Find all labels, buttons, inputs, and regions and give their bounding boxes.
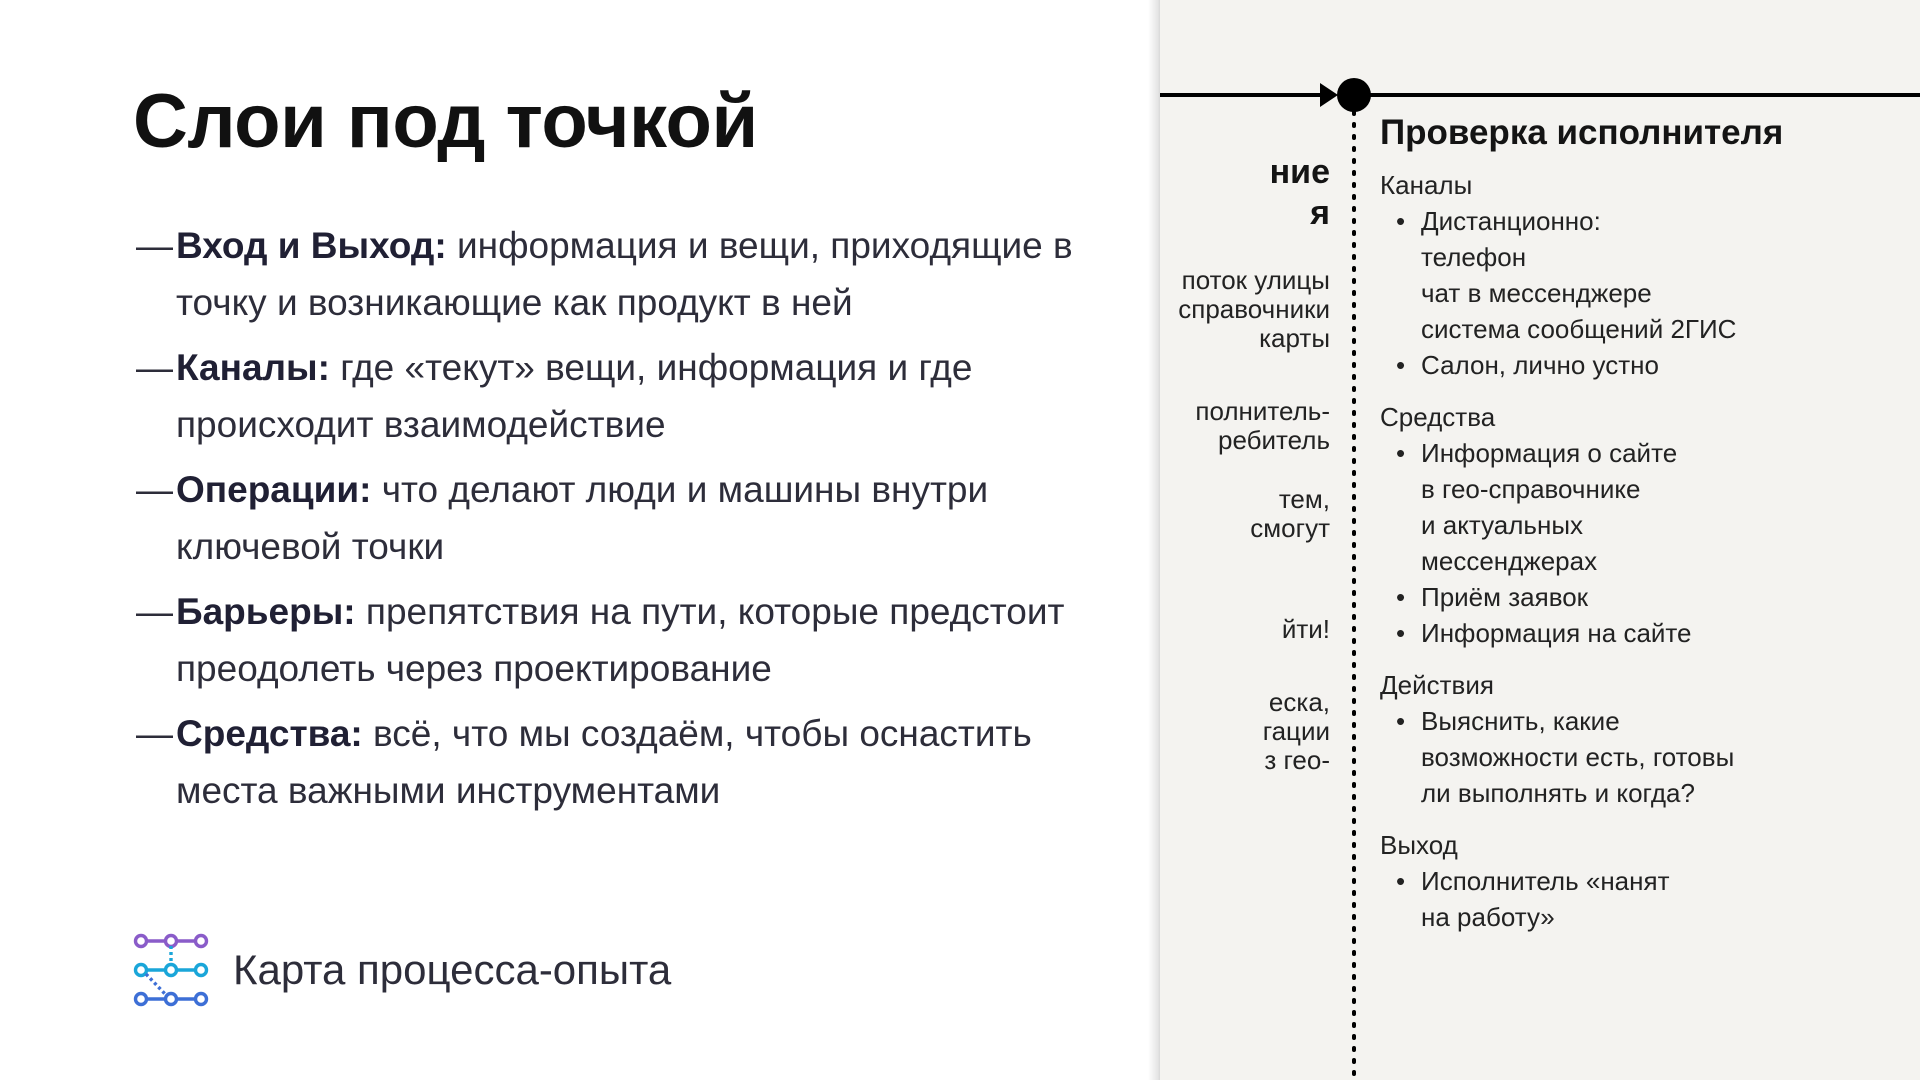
bullet-marker: • bbox=[1396, 866, 1406, 896]
process-map-panel bbox=[1160, 0, 1920, 1080]
previous-stage-heading-line: ние bbox=[1269, 153, 1330, 191]
section-list bbox=[1380, 863, 1920, 935]
bullet-marker: • bbox=[1396, 206, 1406, 236]
previous-stage-fragment: карты bbox=[1259, 323, 1330, 353]
previous-stage-fragment: ребитель bbox=[1218, 425, 1330, 455]
brand-name: Карта процесса-опыта bbox=[233, 946, 672, 993]
list-item bbox=[1380, 347, 1920, 383]
list-item bbox=[1380, 863, 1920, 935]
section-label: Действия bbox=[1380, 670, 1494, 700]
list-item bbox=[1380, 579, 1920, 615]
dash-marker: — bbox=[136, 469, 173, 510]
list-item-text: Дистанционно: телефон чат в мессенджере система сообщений 2ГИС bbox=[1421, 206, 1737, 344]
dash-marker: — bbox=[136, 225, 173, 266]
section-output bbox=[1380, 827, 1920, 935]
section-list bbox=[1380, 703, 1920, 811]
list-item-text: Информация на сайте bbox=[1421, 618, 1692, 648]
list-item-text: Информация о сайте в гео-справочнике и актуальных мессенджерах bbox=[1421, 438, 1678, 576]
previous-stage-fragment: еска, bbox=[1268, 687, 1330, 717]
bullet-marker: • bbox=[1396, 582, 1406, 612]
layers-list bbox=[136, 218, 1076, 828]
section-actions bbox=[1380, 667, 1920, 811]
page-title: Слои под точкой bbox=[133, 79, 758, 164]
previous-stage-heading-line: я bbox=[1310, 194, 1330, 232]
bullet-marker: • bbox=[1396, 706, 1406, 736]
previous-stage-fragment: з гео- bbox=[1264, 745, 1330, 775]
section-list bbox=[1380, 435, 1920, 651]
list-item-text: Приём заявок bbox=[1421, 582, 1589, 612]
section-list bbox=[1380, 203, 1920, 383]
previous-stage-fragment: йти! bbox=[1281, 614, 1330, 644]
dash-marker: — bbox=[136, 347, 173, 388]
brand bbox=[133, 932, 671, 1008]
section-label: Средства bbox=[1380, 402, 1496, 432]
layer-item-barriers bbox=[136, 584, 1076, 697]
list-item-text: Исполнитель «нанят на работу» bbox=[1421, 866, 1670, 932]
layer-description: где «текут» вещи, информация и где происходит взаимодействие bbox=[176, 347, 973, 445]
process-map-icon bbox=[133, 932, 209, 1008]
layer-term: Операции: bbox=[176, 469, 372, 510]
previous-stage-fragment: смогут bbox=[1250, 513, 1330, 543]
stage-executor-check bbox=[1380, 112, 1920, 951]
bullet-marker: • bbox=[1396, 438, 1406, 468]
layer-item-means bbox=[136, 706, 1076, 819]
dash-marker: — bbox=[136, 713, 173, 754]
previous-stage-fragment: поток улицы bbox=[1181, 265, 1330, 295]
layer-description: что делают люди и машины внутри ключевой точки bbox=[176, 469, 989, 567]
layer-term: Средства: bbox=[176, 713, 363, 754]
stage-title: Проверка исполнителя bbox=[1380, 113, 1784, 152]
layer-item-io bbox=[136, 218, 1076, 331]
previous-stage-fragment: справочники bbox=[1178, 294, 1330, 324]
section-label: Выход bbox=[1380, 830, 1458, 860]
bullet-marker: • bbox=[1396, 350, 1406, 380]
list-item-text: Выяснить, какие возможности есть, готовы ли выполнять и когда? bbox=[1421, 706, 1735, 808]
list-item bbox=[1380, 435, 1920, 579]
layer-description: всё, что мы создаём, чтобы оснастить места важными инструментами bbox=[176, 713, 1032, 811]
previous-stage-fragment: полнитель- bbox=[1195, 396, 1330, 426]
stage-point-icon bbox=[1337, 78, 1371, 112]
layer-term: Барьеры: bbox=[176, 591, 356, 632]
previous-stage-fragment: гации bbox=[1262, 716, 1330, 746]
section-channels bbox=[1380, 167, 1920, 383]
layer-description: информация и вещи, приходящие в точку и возникающие как продукт в ней bbox=[176, 225, 1073, 323]
list-item bbox=[1380, 703, 1920, 811]
layer-description: препятствия на пути, которые предстоит преодолеть через проектирование bbox=[176, 591, 1065, 689]
list-item-text: Салон, лично устно bbox=[1421, 350, 1659, 380]
layer-term: Вход и Выход: bbox=[176, 225, 447, 266]
previous-stage-fragment: тем, bbox=[1278, 484, 1330, 514]
layer-term: Каналы: bbox=[176, 347, 330, 388]
previous-stage-column bbox=[1160, 0, 1330, 1080]
layer-item-channels bbox=[136, 340, 1076, 453]
dash-marker: — bbox=[136, 591, 173, 632]
layer-item-operations bbox=[136, 462, 1076, 575]
section-means bbox=[1380, 399, 1920, 651]
list-item bbox=[1380, 203, 1920, 347]
bullet-marker: • bbox=[1396, 618, 1406, 648]
section-label: Каналы bbox=[1380, 170, 1473, 200]
list-item bbox=[1380, 615, 1920, 651]
previous-stage-heading bbox=[1270, 152, 1330, 234]
